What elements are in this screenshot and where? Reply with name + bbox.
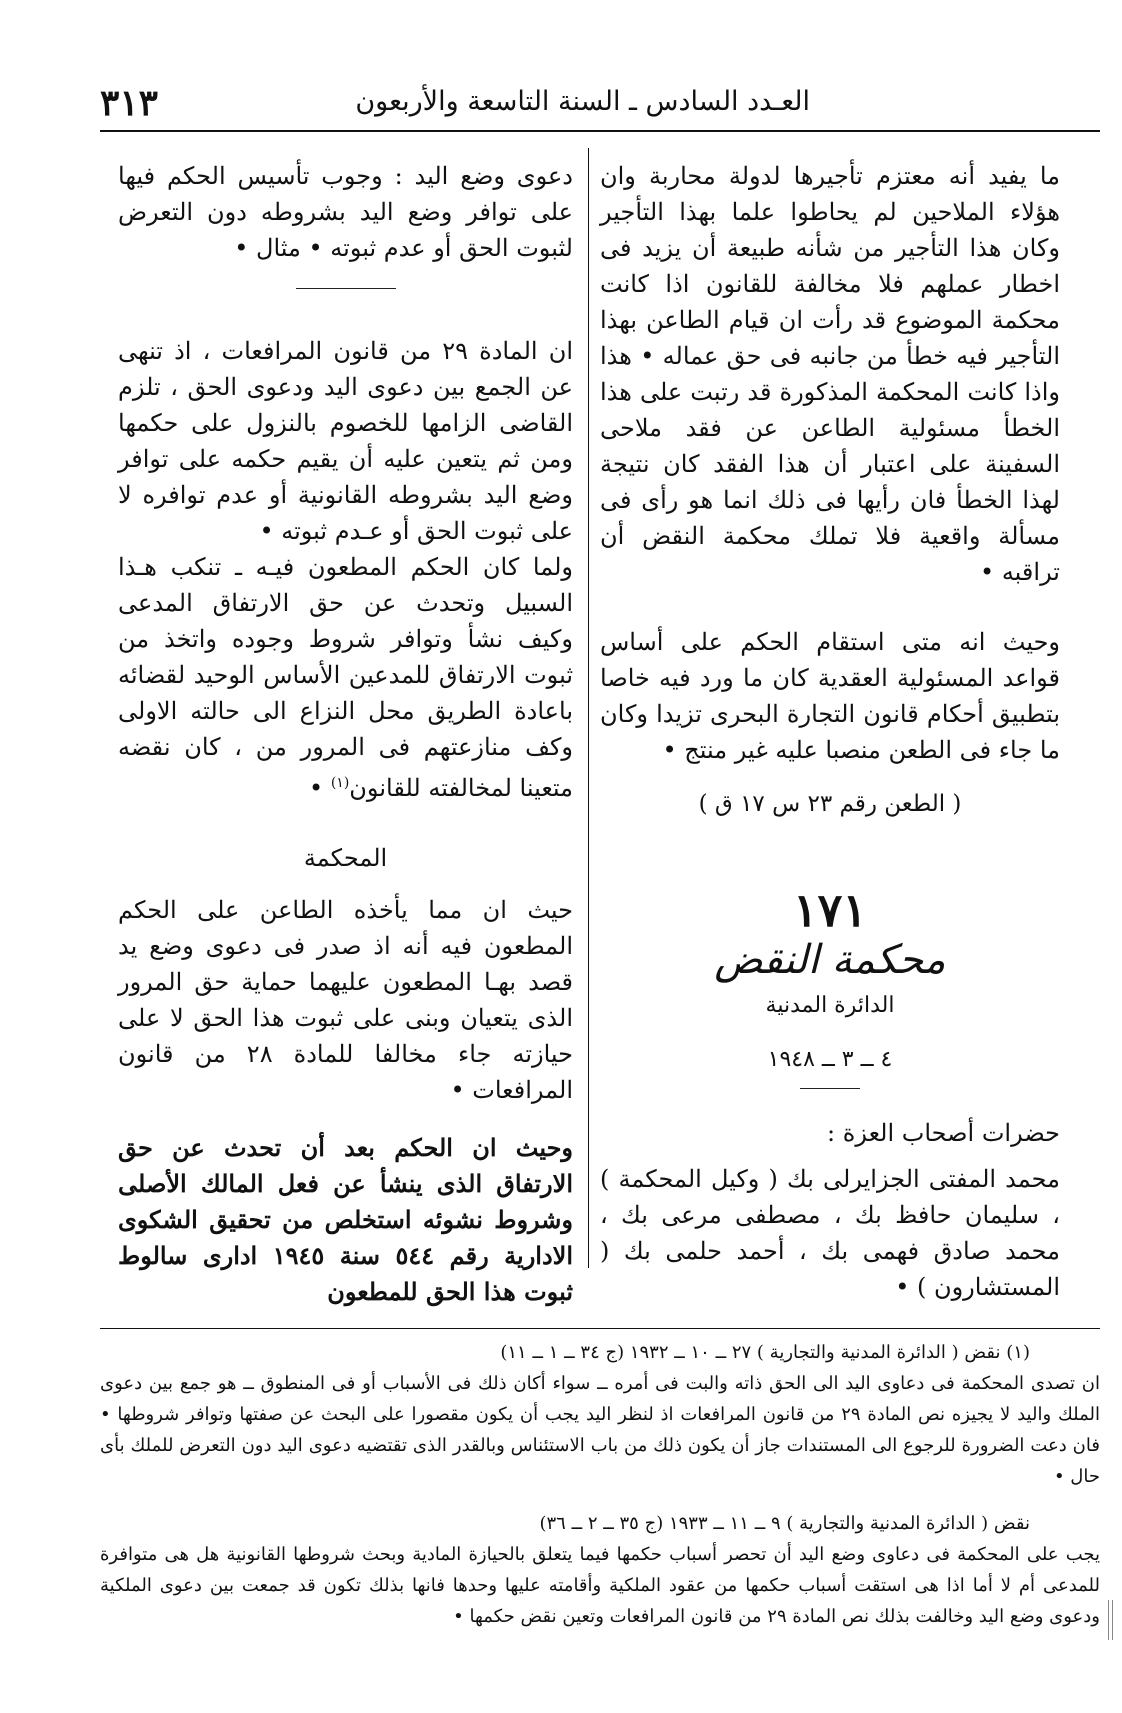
header-rule	[100, 130, 1100, 132]
margin-mark	[1108, 1600, 1113, 1640]
footnote-2-body: يجب على المحكمة فى دعاوى وضع اليد أن تحصر أسباب حكمها فيما يتعلق بالحيازة المادية وبحث شروطها القانونية هل هى متوافرة للمدعى أم لا أما اذا هى استقت أسباب حكمها من عقود الملكية وأقامته عليها وحدها فانها بذلك تكون قد جمعت بين دعوى الملكية ودعوى وضع اليد وخالفت بذلك نص المادة ٢٩ من قانون المرافعات وتعين نقض حكمها •	[100, 1544, 1100, 1627]
appeal-reference: ( الطعن رقم ٢٣ س ١٧ ق )	[698, 791, 962, 817]
court-name: محكمة النقض	[714, 937, 946, 983]
paragraph: وحيث ان الحكم بعد أن تحدث عن حق الارتفاق الذى ينشأ عن فعل المالك الأصلى وشروط نشوئه استخلص من تحقيق الشكوى الادارية رقم ٥٤٤ سنة ١٩٤٥ ادارى سالوط ثبوت هذا الحق للمطعون	[118, 1133, 573, 1306]
judgment-date: ٤ ــ ٣ ــ ١٩٤٨	[767, 1047, 893, 1072]
paragraph: حيث ان مما يأخذه الطاعن على الحكم المطعون فيه أنه اذ صدر فى دعوى وضع يد قصد بهـا المطعون عليهما حماية حق المرور الذى يتعيان وبنى على ثبوت هذا الحق لا على حيازته جاء مخالفا للمادة ٢٨ من قانون المرافعات •	[118, 896, 574, 1104]
paragraph: ان المادة ٢٩ من قانون المرافعات ، اذ تنهى عن الجمع بين دعوى اليد ودعوى الحق ، تلزم القاضى الزامها للخصوم بالنزول على حكمها ومن ثم يتعين عليه أن يقيم حكمه على توافر وضع اليد بشروطه القانونية أو عدم توافره لا على ثبوت الحق أو عـدم ثبوته •	[118, 337, 574, 545]
paragraph-text: ولما كان الحكم المطعون فيـه ـ تنكب هـذا السبيل وتحدث عن حق الارتفاق المدعى وكيف نشأ وتوافر شروط وجوده واتخذ من ثبوت الارتفاق للمدعين الأساس الوحيد لقضائه باعادة الطريق محل النزاع الى حالته الاولى وكف منازعتهم فى المرور من ، كان نقضه متعينا لمخالفته للقانون	[118, 553, 573, 802]
page-header	[100, 82, 1100, 132]
footnote-1-body: ان تصدى المحكمة فى دعاوى اليد الى الحق ذاته والبت فى أمره ــ سواء أكان ذلك فى الأسباب أو فى المنطوق ــ هو جمع بين دعوى الملك واليد لا يجيزه نص المادة ٢٩ من قانون المرافعات اذ لنظر اليد يجب أن يكون مقصورا على البحث عن صفتها وتوافر شروطها • فان دعت الضرورة للرجوع الى المستندات جاز أن يكون ذلك من باب الاستئناس وبالقدر الذى تقتضيه دعوى اليد دون التعرض للملك بأى حال •	[100, 1373, 1100, 1487]
footnote-ref: (١)	[330, 775, 350, 791]
paragraph	[118, 549, 573, 806]
footnotes	[100, 1328, 1100, 1632]
paragraph: ما يفيد أنه معتزم تأجيرها لدولة محاربة وان هؤلاء الملاحين لم يحاطوا علما بهذا التأجير وكان هذا التأجير من شأنه طبيعة أن يزيد فى اخطار عملهم فلا مخالفة للقانون اذا كانت محكمة الموضوع قد رأت ان قيام الطاعن بهذا التأجير فيه خطأ من جانبه فى حق عماله • هذا واذا كانت المحكمة المذكورة قد رتبت على هذا الخطأ مسئولية الطاعن عن فقد ملاحى السفينة على اعتبار أن هذا الفقد كان نتيجة لهذا الخطأ فان رأيها فى ذلك انما هو رأى فى مسألة واقعية فلا تملك محكمة النقض أن تراقبه •	[600, 162, 1060, 586]
paragraph: وحيث انه متى استقام الحكم على أساس قواعد المسئولية العقدية كان ما ورد فيه خاصا بتطبيق أحكام قانون التجارة البحرى تزيدا وكان ما جاء فى الطعن منصبا عليه غير منتج •	[600, 628, 1060, 764]
running-title: العـدد السادس ـ السنة التاسعة والأربعون	[355, 86, 810, 117]
attendees-heading: حضرات أصحاب العزة :	[827, 1119, 1060, 1147]
left-column	[118, 158, 573, 1310]
summary-heading: دعوى وضع اليد : وجوب تأسيس الحكم فيها على توافر وضع اليد بشروطه دون التعرض لثبوت الحق أو عدم ثبوته • مثال •	[118, 162, 573, 262]
paragraph-end: •	[309, 774, 331, 802]
page-number: ٣١٣	[100, 82, 159, 124]
right-column	[600, 158, 1060, 1305]
attendees-list: محمد المفتى الجزايرلى بك ( وكيل المحكمة ) ، سليمان حافظ بك ، مصطفى مرعى بك ، محمد صادق فهمى بك ، أحمد حلمى بك ( المستشارون ) •	[600, 1165, 1060, 1301]
court-circuit: الدائرة المدنية	[765, 993, 895, 1018]
footnote-2-head: نقض ( الدائرة المدنية والتجارية ) ٩ ــ ١١ ــ ١٩٣٣ (ج ٣٥ ــ ٢ ــ ٣٦)	[539, 1513, 1030, 1534]
footnote-1-head: (١) نقض ( الدائرة المدنية والتجارية ) ٢٧ ــ ١٠ ــ ١٩٣٢ (ج ٣٤ ــ ١ ــ ١١)	[500, 1342, 1030, 1363]
court-heading: المحكمة	[303, 844, 388, 872]
column-divider	[588, 148, 589, 1268]
case-number: ١٧١	[792, 883, 868, 937]
